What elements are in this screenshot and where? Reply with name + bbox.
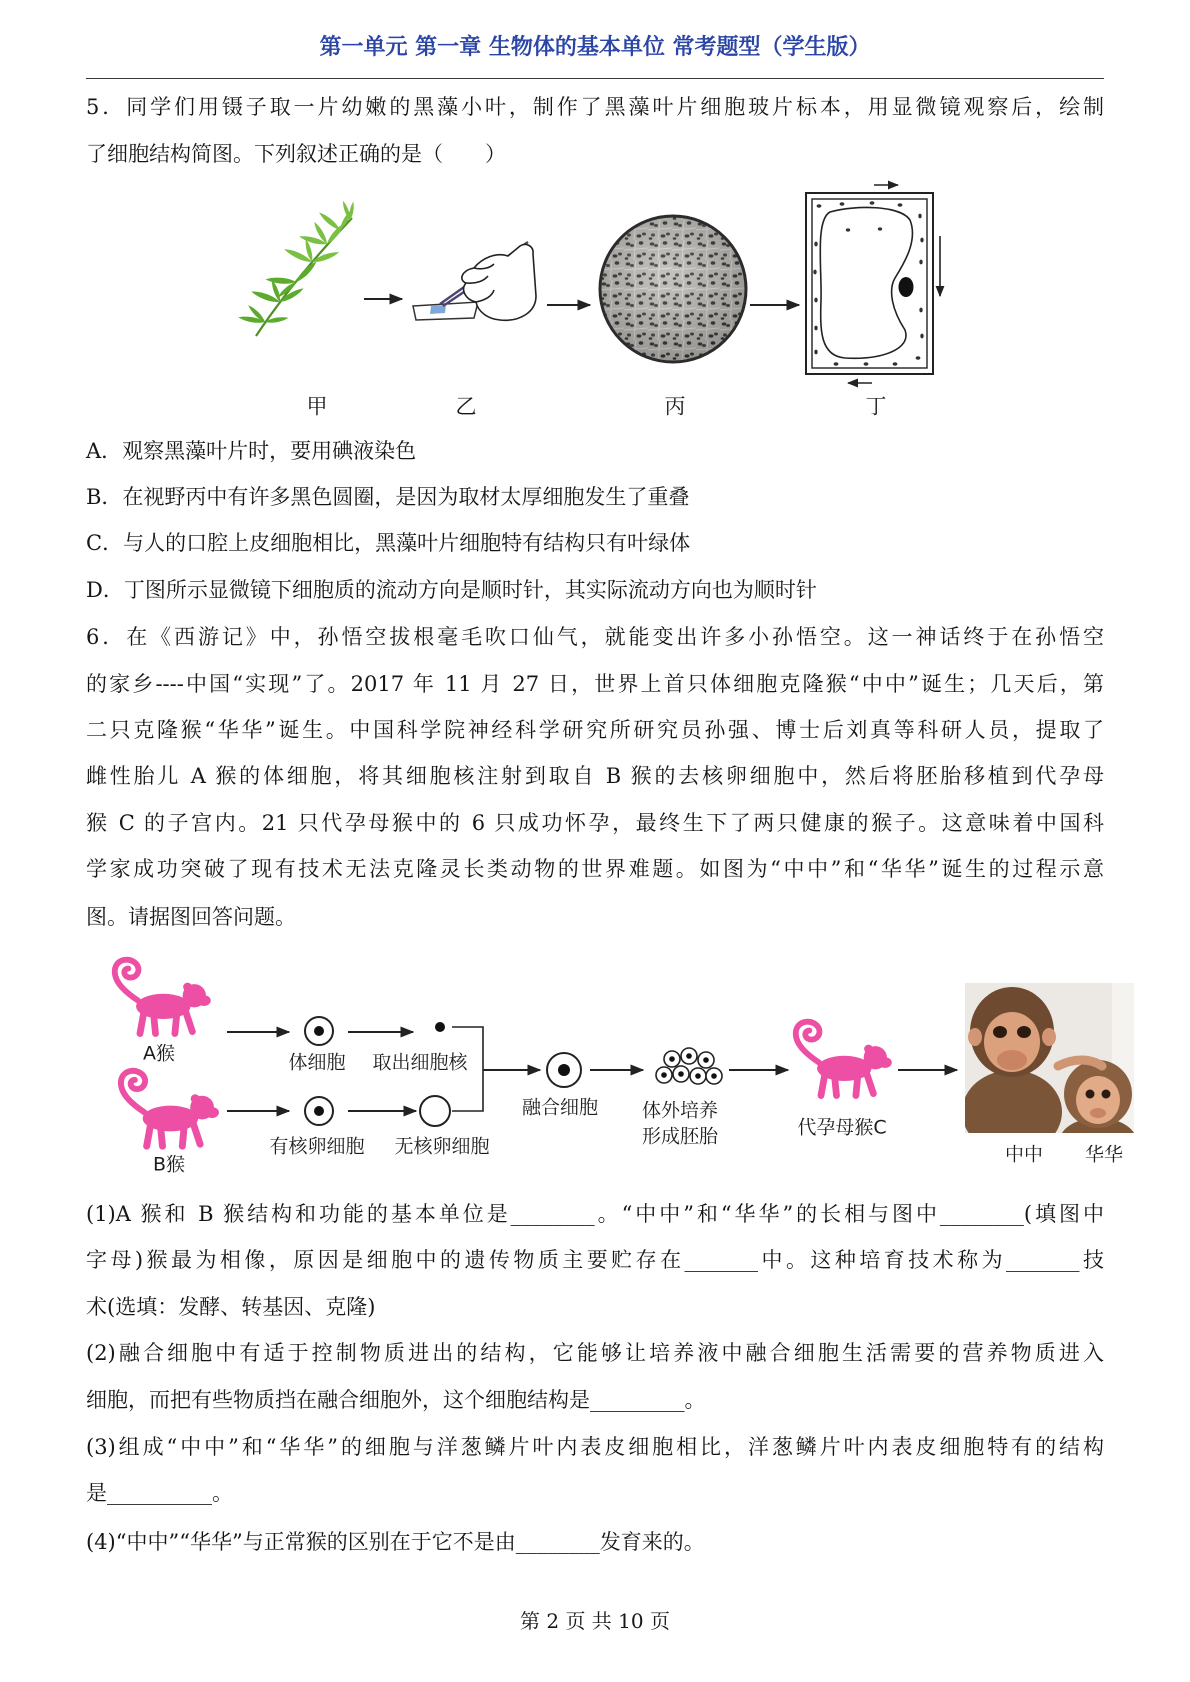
q6-stem-line: 的家乡----中国“实现”了。2017 年 11 月 27 日，世界上首只体细胞克隆猴“中中”诞生；几天后，第 — [86, 672, 1104, 696]
q6-stem-line: 6．在《西游记》中，孙悟空拔根毫毛吹口仙气，就能变出许多小孙悟空。这一神话终于在孙悟空 — [86, 625, 1104, 649]
leaf — [265, 276, 296, 284]
header-rule — [86, 78, 1104, 79]
label-embryo: 形成胚胎 — [641, 1125, 719, 1148]
leaf — [318, 211, 342, 232]
q6-sub-line: (3)组成“中中”和“华华”的细胞与洋葱鳞片叶内表皮细胞相比，洋葱鳞片叶内表皮细胞特有的结构 — [86, 1435, 1104, 1459]
label-extract-nucleus: 取出细胞核 — [372, 1051, 468, 1074]
label-enucleated-egg: 无核卵细胞 — [394, 1135, 490, 1158]
q6-stem-line: 猴 C 的子宫内。21 只代孕母猴中的 6 只成功怀孕，最终生下了两只健康的猴子。这意味着中国科 — [86, 811, 1104, 835]
q6-sub-line: 字母)猴最为相像，原因是细胞中的遗传物质主要贮存在_______中。这种培育技术称为_______技 — [86, 1248, 1104, 1272]
monkey-a-icon — [115, 960, 211, 1034]
enucleated-egg-icon — [420, 1096, 450, 1126]
q6-stem-line: 二只克隆猴“华华”诞生。中国科学院神经科学研究所研究员孙强、博士后刘真等科研人员，提取了 — [86, 718, 1104, 742]
option-c: C．与人的口腔上皮细胞相比，黑藻叶片细胞特有结构只有叶绿体 — [86, 531, 691, 555]
monkey-c-icon — [796, 1022, 892, 1096]
option-d: D．丁图所示显微镜下细胞质的流动方向是顺时针，其实际流动方向也为顺时针 — [86, 578, 817, 602]
q6-sub-line: 术(选填：发酵、转基因、克隆) — [86, 1295, 376, 1319]
plant-sprig-image — [238, 200, 355, 336]
q6-stem-line: 图。请据图回答问题。 — [86, 905, 296, 929]
figure-label-ding: 丁 — [865, 394, 887, 419]
q6-stem-line: 学家成功突破了现有技术无法克隆灵长类动物的世界难题。如图为“中中”和“华华”诞生的过程示意 — [86, 857, 1104, 881]
somatic-cell-icon — [305, 1017, 333, 1045]
label-zhongzhong: 中中 — [1004, 1143, 1044, 1166]
nucleus — [899, 277, 914, 297]
page-number: 第 2 页 共 10 页 — [520, 1609, 670, 1633]
q6-sub-line: (4)“中中”“华华”与正常猴的区别在于它不是由________发育来的。 — [86, 1530, 705, 1554]
q6-sub-line: (1)A 猴和 B 猴结构和功能的基本单位是________。“中中”和“华华”的长相与图中________(填图中 — [86, 1202, 1104, 1226]
q5-stem-line: 了细胞结构简图。下列叙述正确的是（ ） — [86, 142, 506, 166]
microscope-view-image — [600, 216, 746, 362]
nucleated-egg-icon — [305, 1097, 333, 1125]
leaf — [294, 260, 318, 284]
figure-label-yi: 乙 — [455, 394, 477, 419]
label-culture: 体外培养 — [641, 1099, 719, 1122]
q6-sub-line: (2)融合细胞中有适于控制物质进出的结构，它能够让培养液中融合细胞生活需要的营养物质进入 — [86, 1341, 1104, 1365]
leaf — [279, 286, 305, 304]
q6-sub-line: 细胞，而把有些物质挡在融合细胞外，这个细胞结构是_________。 — [86, 1388, 706, 1412]
figure-label-bing: 丙 — [664, 394, 686, 419]
label-somatic-cell: 体细胞 — [288, 1051, 346, 1074]
label-surrogate-monkey: 代孕母猴C — [797, 1116, 887, 1139]
option-b: B．在视野丙中有许多黑色圆圈，是因为取材太厚细胞发生了重叠 — [86, 485, 690, 509]
q6-sub-line: 是__________。 — [86, 1481, 233, 1505]
label-monkey-a: A猴 — [143, 1042, 175, 1065]
page-header-title: 第一单元 第一章 生物体的基本单位 常考题型（学生版） — [319, 35, 871, 60]
q6-stem-line: 雌性胎儿 A 猴的体细胞，将其细胞核注射到取自 B 猴的去核卵细胞中，然后将胚胎移植到代孕母 — [86, 764, 1104, 788]
nucleus-icon — [435, 1022, 445, 1032]
label-monkey-b: B猴 — [152, 1153, 186, 1176]
monkey-b-icon — [121, 1071, 219, 1146]
cloned-monkeys-photo — [962, 983, 1136, 1162]
q5-figure — [220, 170, 960, 395]
slide-preparation-image — [413, 242, 536, 320]
label-fused-cell: 融合细胞 — [521, 1096, 599, 1119]
cell-diagram — [806, 185, 940, 383]
figure-label-jia: 甲 — [306, 394, 328, 419]
embryo-icon — [656, 1048, 722, 1084]
fused-cell-icon — [547, 1053, 581, 1087]
option-a: A．观察黑藻叶片时，要用碘液染色 — [86, 439, 417, 463]
q5-stem-line: 5．同学们用镊子取一片幼嫩的黑藻小叶，制作了黑藻叶片细胞玻片标本，用显微镜观察后，绘制 — [86, 95, 1104, 119]
label-huahua: 华华 — [1084, 1143, 1124, 1166]
label-nucleated-egg: 有核卵细胞 — [269, 1135, 365, 1158]
